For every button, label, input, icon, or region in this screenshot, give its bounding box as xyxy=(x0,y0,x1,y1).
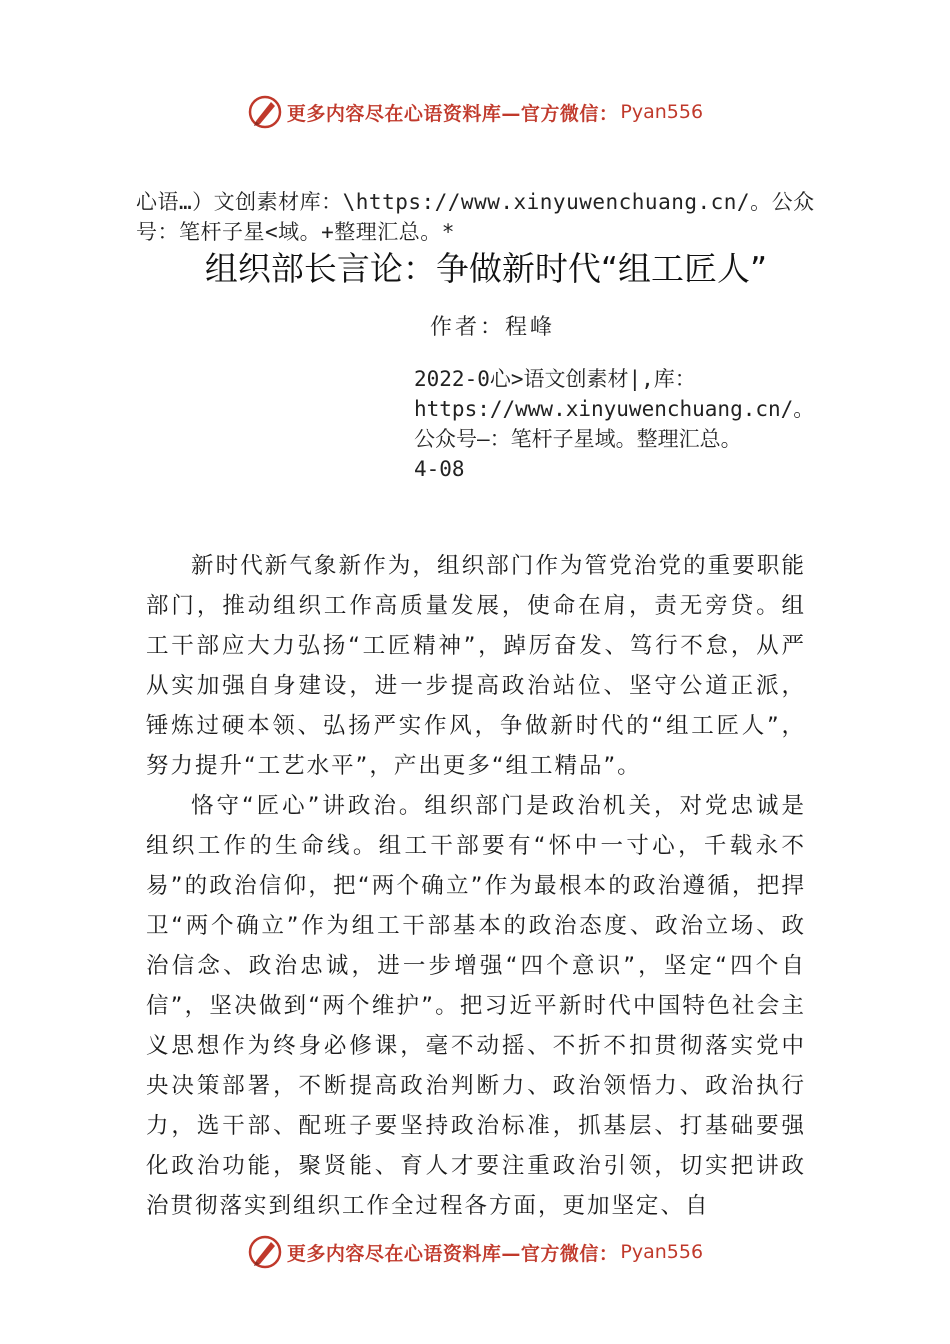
body-paragraph: 恪守“匠心”讲政治。组织部门是政治机关，对党忠诚是组织工作的生命线。组工干部要有“怀中一寸心，千载永不易”的政治信仰，把“两个确立”作为最根本的政治遵循，把捍卫“两个确立”作为组工干部基本的政治态度、政治立场、政治信念、政治忠诚，进一步增强“四个意识”，坚定“四个自信”，坚决做到“两个维护”。把习近平新时代中国特色社会主义思想作为终身必修课，毫不动摇、不折不扣贯彻落实党中央决策部署，不断提高政治判断力、政治领悟力、政治执行力，选干部、配班子要坚持政治标准，抓基层、打基础要强化政治功能，聚贤能、育人才要注重政治引领，切实把讲政治贯彻落实到组织工作全过程各方面，更加坚定、自 xyxy=(146,793,806,1219)
article-author: 作者：程峰 xyxy=(430,315,556,340)
pen-logo-icon xyxy=(247,1234,283,1270)
dateline-line: https://www.xinyuwenchuang.cn/。 xyxy=(414,397,815,421)
article-title: 组织部长言论：争做新时代“组工匠人” xyxy=(204,249,768,288)
banner-text: 更多内容尽在心语资料库—官方微信： xyxy=(286,102,619,125)
banner-wechat-id: Pyan556 xyxy=(620,101,704,123)
dateline-line: 公众号—：笔杆子星域。整理汇总。 xyxy=(414,427,742,451)
dateline-line: 2022-0心>语文创素材|,库： xyxy=(414,367,696,391)
body-paragraph: 新时代新气象新作为，组织部门作为管党治党的重要职能部门，推动组织工作高质量发展，使命在肩，责无旁贷。组工干部应大力弘扬“工匠精神”，踔厉奋发、笃行不怠，从严从实加强自身建设，进一步提高政治站位、坚守公道正派，锤炼过硬本领、弘扬严实作风，争做新时代的“组工匠人”，努力提升“工艺水平”，产出更多“组工精品”。 xyxy=(146,553,806,779)
header-banner xyxy=(0,92,950,132)
article-body xyxy=(146,546,806,1226)
source-prefix-text: 心语…）文创素材库：\https://www.xinyuwenchuang.cn/。公众号：笔杆子星<域。+整理汇总。* xyxy=(136,190,815,244)
banner-wechat-id: Pyan556 xyxy=(620,1241,704,1263)
footer-banner xyxy=(0,1232,950,1272)
dateline-line: 4-08 xyxy=(414,457,465,481)
article-dateline xyxy=(414,364,834,484)
pen-logo-icon xyxy=(247,94,283,130)
banner-text: 更多内容尽在心语资料库—官方微信： xyxy=(286,1242,619,1265)
